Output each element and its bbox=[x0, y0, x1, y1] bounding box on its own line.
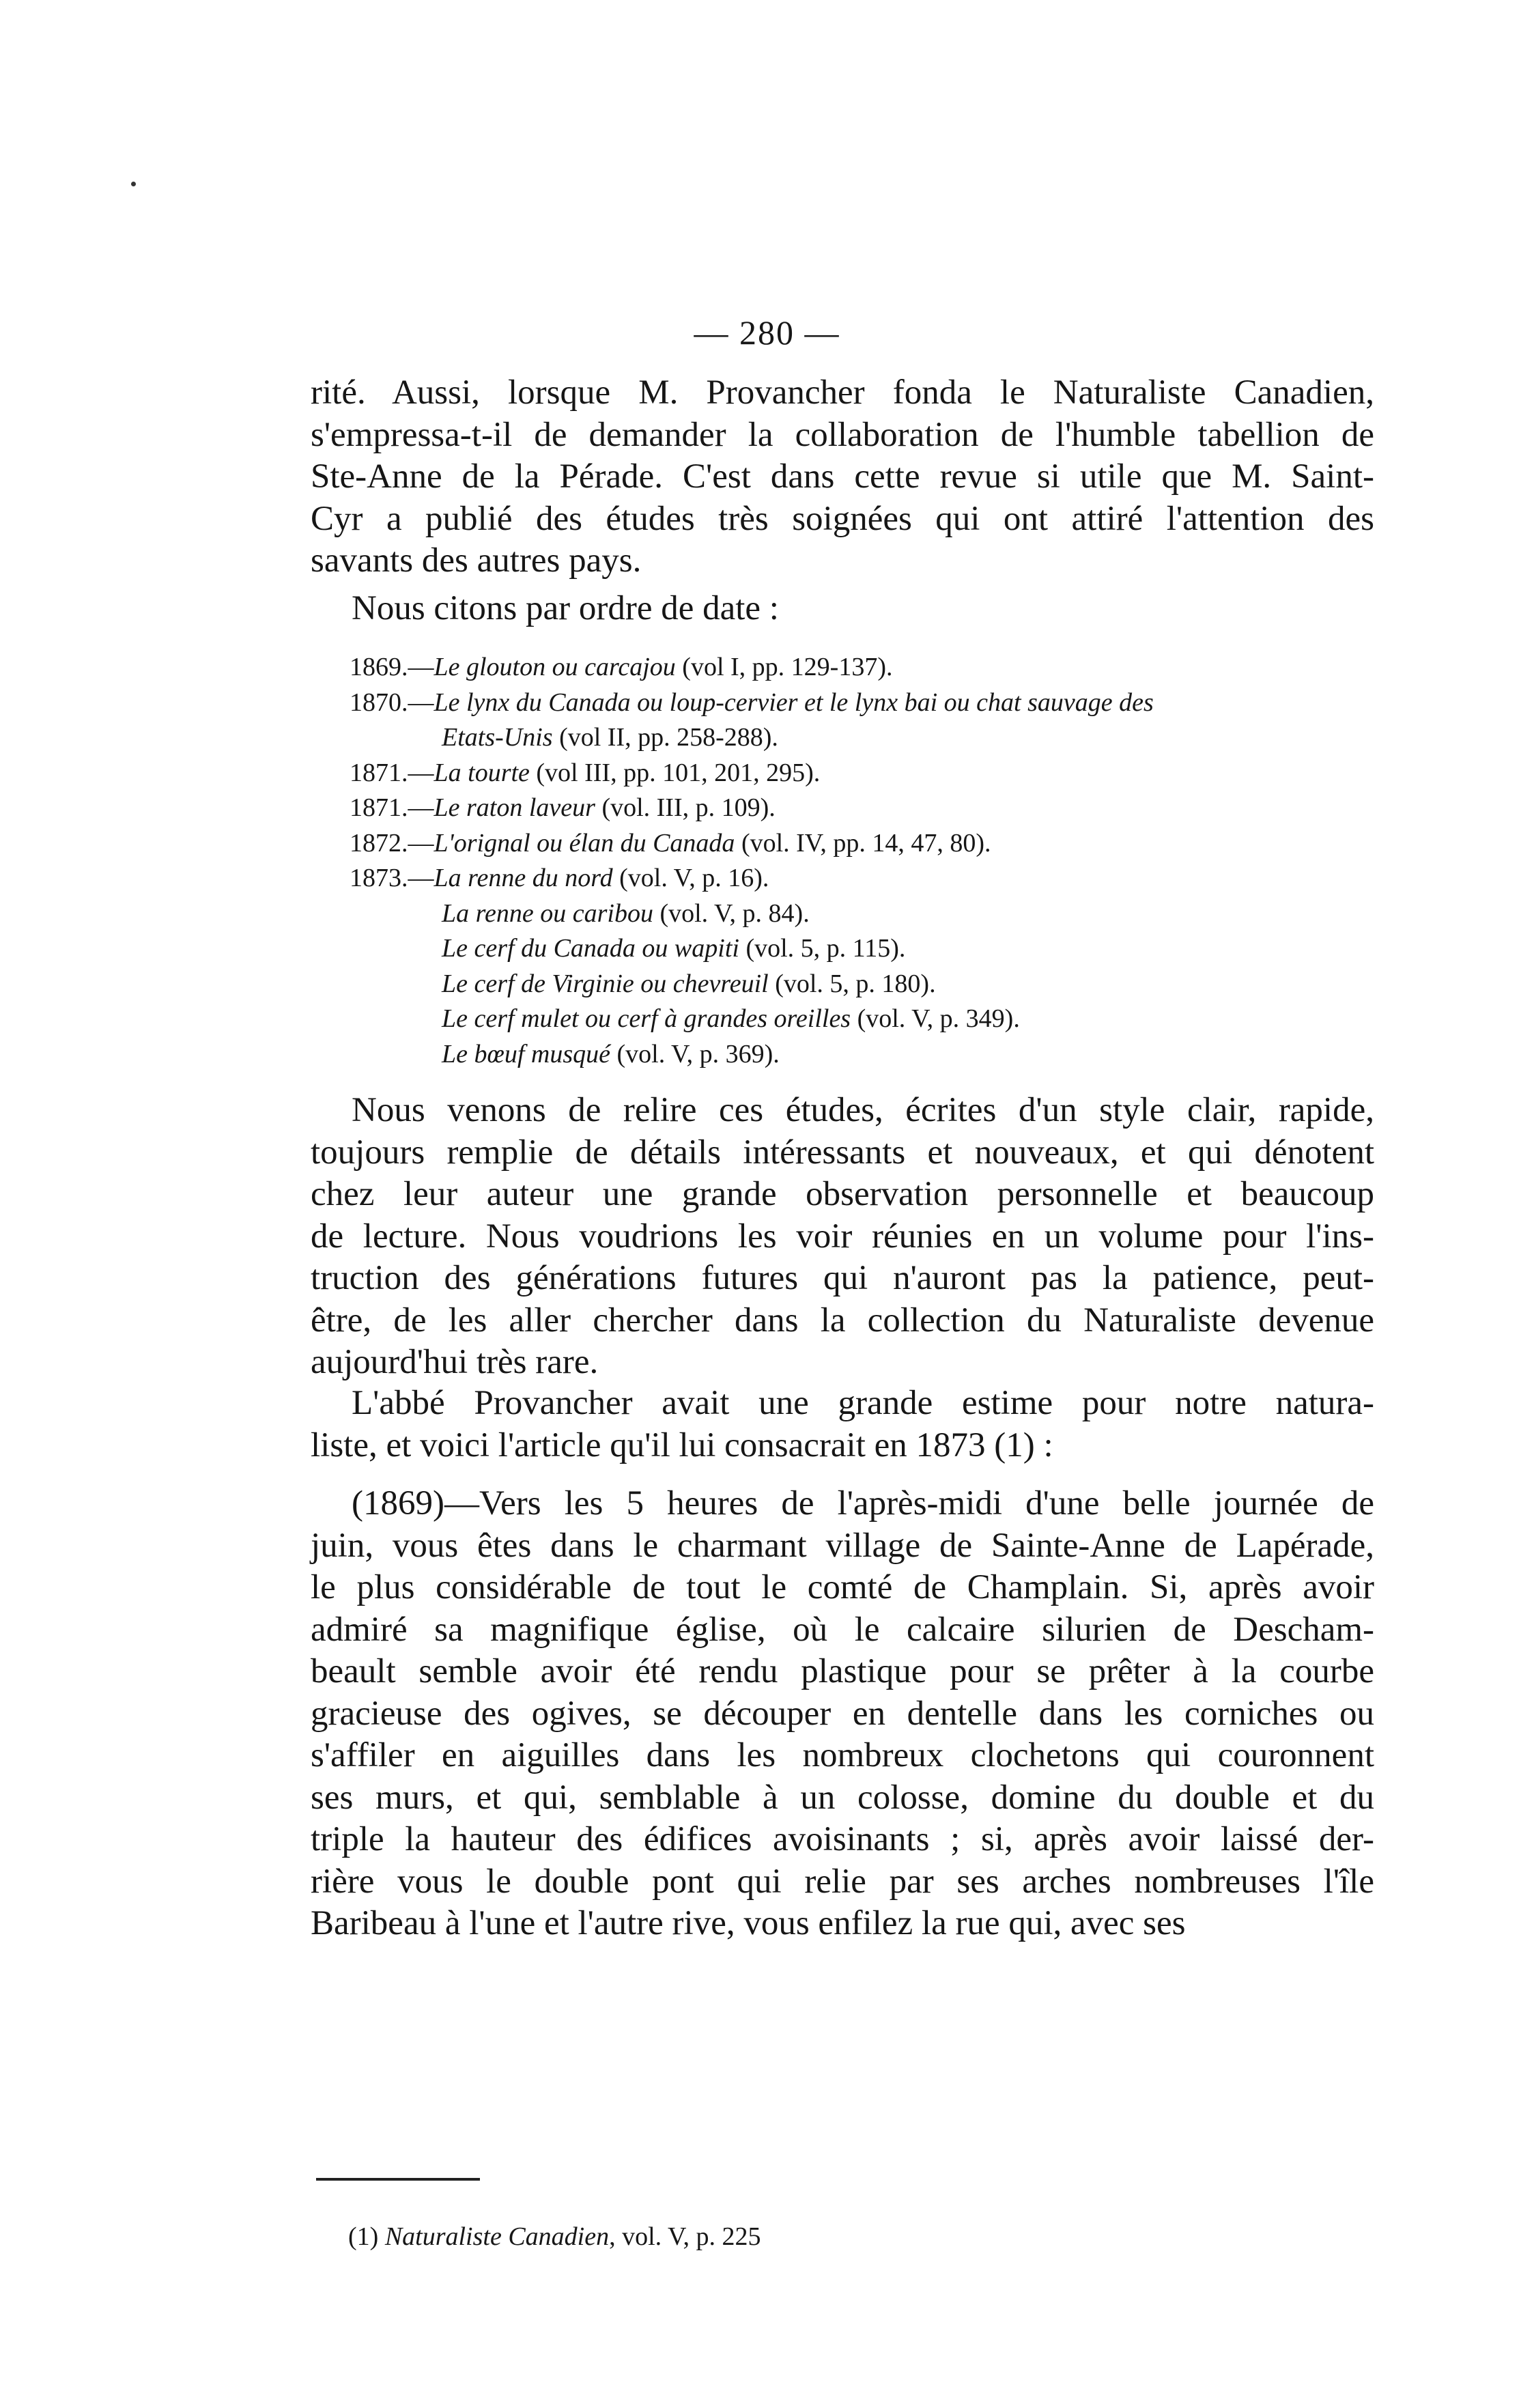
text-line: le plus considérable de tout le comté de Champlain. Si, après avoir bbox=[311, 1568, 1374, 1606]
list-item-title: La renne du nord bbox=[434, 864, 613, 892]
list-item-title: Le cerf mulet ou cerf à grandes oreilles bbox=[442, 1004, 851, 1033]
text-line: juin, vous êtes dans le charmant village de Sainte-Anne de Lapérade, bbox=[311, 1526, 1374, 1565]
page-number: — 280 — bbox=[694, 313, 840, 352]
paragraph-4 bbox=[311, 1483, 1374, 1945]
paragraph-1 bbox=[311, 372, 1374, 582]
list-item-title: Le lynx du Canada ou loup-cervier et le lynx bai ou chat sauvage des bbox=[434, 688, 1154, 717]
list-item bbox=[350, 861, 1374, 896]
list-item-title: La renne ou caribou bbox=[442, 898, 653, 928]
text-line: s'affiler en aiguilles dans les nombreux clochetons qui couronnent bbox=[311, 1736, 1374, 1774]
text-line: rière vous le double pont qui relie par ses arches nombreuses l'île bbox=[311, 1862, 1374, 1901]
list-item-year: 1873.— bbox=[350, 864, 434, 892]
text-line: gracieuse des ogives, se découper en dentelle dans les corniches ou bbox=[311, 1694, 1374, 1733]
list-item-title: Le glouton ou carcajou bbox=[434, 653, 676, 681]
list-item-reference: (vol. 5, p. 115). bbox=[739, 934, 906, 963]
text-line: Nous venons de relire ces études, écrites d'un style clair, rapide, bbox=[352, 1091, 1374, 1129]
text-line: Baribeau à l'une et l'autre rive, vous enfilez la rue qui, avec ses bbox=[311, 1904, 1186, 1942]
list-item-title: Le cerf de Virginie ou chevreuil bbox=[442, 969, 769, 998]
list-item-title: Etats-Unis bbox=[442, 723, 553, 752]
footnote-rule bbox=[316, 2178, 480, 2181]
text-line: rité. Aussi, lorsque M. Provancher fonda le Naturaliste Canadien, bbox=[311, 373, 1374, 412]
text-line: (1869)—Vers les 5 heures de l'après-midi d'une belle journée de bbox=[352, 1484, 1374, 1522]
text-line: L'abbé Provancher avait une grande estime pour notre natura- bbox=[352, 1384, 1374, 1422]
text-line: toujours remplie de détails intéressants et nouveaux, et qui dénotent bbox=[311, 1133, 1374, 1172]
text-line: Cyr a publié des études très soignées qui ont attiré l'attention des bbox=[311, 499, 1374, 538]
text-line: beault semble avoir été rendu plastique pour se prêter à la courbe bbox=[311, 1652, 1374, 1690]
list-item-reference: (vol II, pp. 258-288). bbox=[552, 723, 778, 752]
text-line: admiré sa magnifique église, où le calcaire silurien de Descham- bbox=[311, 1610, 1374, 1649]
publication-list bbox=[350, 650, 1374, 1072]
list-item-year: 1872.— bbox=[350, 828, 434, 858]
list-item bbox=[350, 685, 1374, 721]
list-item bbox=[350, 967, 1374, 1002]
list-item-reference: (vol. V, p. 349). bbox=[851, 1004, 1020, 1033]
list-item-reference: (vol. V, p. 369). bbox=[610, 1039, 780, 1068]
footnote-title: Naturaliste Canadien bbox=[384, 2222, 610, 2251]
list-item bbox=[350, 791, 1374, 826]
list-item bbox=[350, 720, 1374, 756]
list-item bbox=[350, 896, 1374, 932]
list-item-reference: (vol. IV, pp. 14, 47, 80). bbox=[735, 828, 991, 858]
list-item-reference: (vol. III, p. 109). bbox=[595, 793, 776, 822]
list-item-reference: (vol. V, p. 84). bbox=[653, 898, 810, 928]
text-line: être, de les aller chercher dans la collection du Naturaliste devenue bbox=[311, 1301, 1374, 1340]
list-item-title: Le cerf du Canada ou wapiti bbox=[442, 934, 739, 963]
paragraph-3 bbox=[311, 1383, 1374, 1467]
text-line: ses murs, et qui, semblable à un colosse, domine du double et du bbox=[311, 1778, 1374, 1817]
list-item-year: 1871.— bbox=[350, 793, 434, 822]
list-item bbox=[350, 650, 1374, 685]
text-line: s'empressa-t-il de demander la collaboration de l'humble tabellion de bbox=[311, 415, 1374, 454]
list-item-reference: (vol. V, p. 16). bbox=[612, 864, 769, 892]
list-item bbox=[350, 931, 1374, 967]
text-line: Ste-Anne de la Pérade. C'est dans cette revue si utile que M. Saint- bbox=[311, 457, 1374, 496]
list-item bbox=[350, 1002, 1374, 1037]
paragraph-2 bbox=[311, 1090, 1374, 1384]
text-line: chez leur auteur une grande observation personnelle et beaucoup bbox=[311, 1175, 1374, 1213]
list-item-title: Le raton laveur bbox=[434, 793, 595, 822]
text-line: savants des autres pays. bbox=[311, 541, 642, 580]
list-item-year: 1871.— bbox=[350, 758, 434, 787]
text-line: triple la hauteur des édifices avoisinants ; si, après avoir laissé der- bbox=[311, 1820, 1374, 1858]
text-line: liste, et voici l'article qu'il lui consacrait en 1873 (1) : bbox=[311, 1426, 1053, 1464]
list-item-year: 1869.— bbox=[350, 653, 434, 681]
list-item-title: Le bœuf musqué bbox=[442, 1039, 610, 1068]
list-item-reference: (vol. 5, p. 180). bbox=[768, 969, 936, 998]
list-item-title: L'orignal ou élan du Canada bbox=[434, 828, 735, 858]
text-line: truction des générations futures qui n'auront pas la patience, peut- bbox=[311, 1259, 1374, 1297]
footnote-marker: (1) bbox=[348, 2222, 385, 2251]
text-line: de lecture. Nous voudrions les voir réunies en un volume pour l'ins- bbox=[311, 1217, 1374, 1256]
list-item bbox=[350, 756, 1374, 791]
list-item-year: 1870.— bbox=[350, 688, 434, 717]
stray-ink-dot bbox=[131, 182, 136, 186]
list-item bbox=[350, 1037, 1374, 1073]
list-item-title: La tourte bbox=[434, 758, 530, 787]
footnote bbox=[348, 2222, 761, 2252]
list-item bbox=[350, 826, 1374, 862]
list-intro: Nous citons par ordre de date : bbox=[352, 589, 779, 627]
list-item-reference: (vol I, pp. 129-137). bbox=[675, 653, 893, 681]
list-item-reference: (vol III, pp. 101, 201, 295). bbox=[529, 758, 821, 787]
footnote-ref: , vol. V, p. 225 bbox=[609, 2222, 761, 2251]
text-line: aujourd'hui très rare. bbox=[311, 1343, 599, 1381]
